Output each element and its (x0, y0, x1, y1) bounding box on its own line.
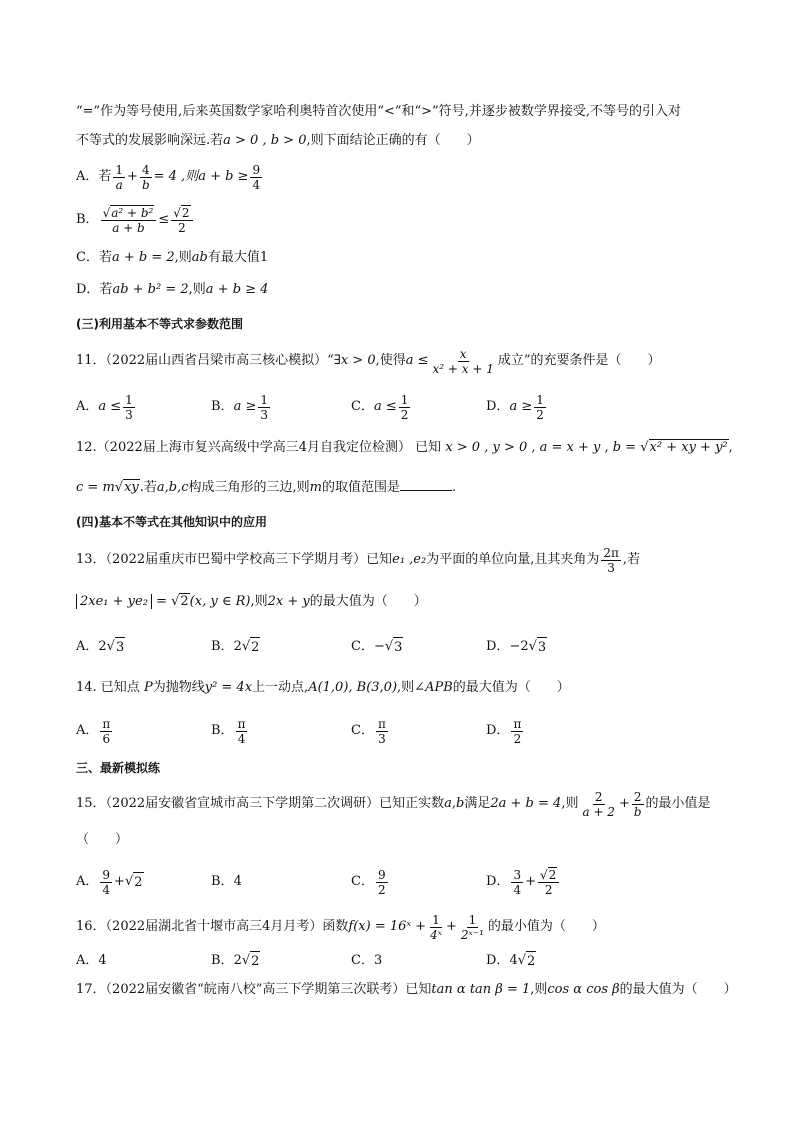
condition: ab + b² = 2 (112, 282, 189, 297)
vector-norm: 2xe₁ + ye₂ (76, 594, 152, 609)
fraction: $\frac{\text{√a² + b²}}{a + b}$ (101, 206, 157, 235)
option-a[interactable]: A． $\frac{9}{4}$ + √ 2 (76, 867, 143, 897)
frac-den: 2 (178, 220, 186, 235)
frac-num: x (459, 346, 467, 361)
option-label: D． (486, 639, 510, 654)
option-label: D．若 (76, 282, 113, 297)
text: = (156, 594, 167, 609)
q15-stem (76, 786, 734, 822)
angle: ∠APB (414, 680, 453, 695)
inequality: a ≤ (405, 353, 429, 368)
frac-den: 2 (400, 407, 409, 422)
text: 满足 (464, 796, 491, 811)
le-sign: ≤ (158, 212, 170, 227)
fraction (428, 913, 444, 942)
q16-stem (76, 910, 734, 944)
expression: cos α cos β (547, 982, 620, 997)
option-c[interactable]: C． − √ 3 (351, 636, 403, 658)
option-a[interactable]: A． 2 √ 3 (76, 636, 125, 658)
radicand: 3 (115, 637, 125, 658)
radicand: 2 (133, 872, 143, 893)
fraction (376, 717, 388, 746)
question-prefix: 16．（2022届湖北省十堰市高三4月月考）函数 (76, 919, 349, 934)
frac-den: 4ˣ (430, 927, 442, 942)
vectors: e₁ ,e₂ (392, 552, 427, 567)
frac-den: b (141, 177, 150, 192)
frac-num: 1 (432, 912, 440, 927)
equation: = 4 ,则 (153, 169, 199, 184)
text: ,则 (250, 594, 268, 609)
q10-line2-suffix: ,则下面结论正确的有（ ） (306, 133, 480, 148)
plus-sign: + (127, 169, 138, 184)
q15-paren: （ ） (76, 832, 129, 847)
frac-num: π (513, 716, 522, 731)
frac-num: 9 (377, 867, 386, 882)
q13-line1 (76, 542, 734, 578)
frac-den: 6 (102, 731, 111, 746)
option-label: B． (211, 639, 234, 654)
frac-num: π (377, 716, 386, 731)
frac-den: 2 (536, 407, 544, 422)
option-value: 4 (233, 874, 242, 889)
q10-option-b (76, 200, 734, 240)
points: A(1,0), B(3,0) (308, 680, 398, 695)
text: ,使得 (375, 353, 406, 368)
condition: 2a + b = 4 (490, 796, 562, 811)
frac-den: a + 2 (582, 804, 615, 819)
q12-line1: 12.（2022届上海市复兴高级中学高三4月自我定位检测） 已知 x > 0 , y > 0 , a = x + y , b = √x² + xy + y², (76, 440, 733, 455)
option-label: D． (486, 399, 510, 414)
text: , (728, 440, 733, 455)
plus-sign: + (445, 919, 457, 934)
q12-line2: c = m√xy.若a,b,c构成三角形的三边,则m的取值范围是 . (76, 476, 734, 498)
text: . (452, 480, 457, 495)
option-d[interactable] (486, 714, 525, 748)
fraction (113, 163, 125, 192)
condition: tan α tan β = 1 (431, 982, 531, 997)
fraction (431, 347, 496, 376)
option-d[interactable]: D． 4 √ 2 (486, 950, 536, 972)
option-b[interactable] (211, 390, 272, 424)
text: 有最大值1 (207, 250, 269, 265)
frac-den: 3 (607, 560, 615, 575)
frac-num: π (102, 716, 111, 731)
coefficient: 2 (233, 953, 242, 968)
option-label: A． (76, 874, 99, 889)
question-suffix: 成立”的充要条件是（ ） (497, 353, 661, 368)
text: 的最小值为（ ） (487, 919, 605, 934)
option-c[interactable] (351, 864, 390, 900)
text: ,则 (561, 796, 579, 811)
option-a[interactable] (76, 714, 114, 748)
question-prefix: 12.（2022届上海市复兴高级中学高三4月自我定位检测） 已知 (76, 440, 442, 455)
option-b[interactable] (211, 864, 242, 900)
text: ,则 (397, 680, 415, 695)
radicand: 2 (250, 637, 260, 658)
fraction (632, 790, 644, 819)
option-b[interactable]: B． 2 √ 2 (211, 950, 260, 972)
frac-num: 9 (252, 162, 261, 177)
text: 上一动点, (252, 680, 309, 695)
option-d[interactable]: D． −2 √ 3 (486, 636, 547, 658)
text: 的最小值是 (645, 796, 711, 811)
option-label: C． (351, 639, 374, 654)
radicand: xy (124, 480, 139, 495)
option-b[interactable] (211, 714, 249, 748)
radicand: 2 (250, 951, 260, 972)
expression: ∃x > 0 (333, 353, 376, 368)
variables: a,b (444, 796, 465, 811)
fraction (100, 868, 112, 897)
inequality: a + b ≥ (198, 169, 249, 184)
question-prefix: 17．（2022届安徽省“皖南八校”高三下学期第三次联考）已知 (76, 982, 432, 997)
expression: 2x + y (267, 594, 310, 609)
equation: y² = 4x (204, 680, 253, 695)
coefficient: 2 (233, 639, 242, 654)
fraction (511, 868, 523, 897)
fraction (258, 393, 270, 422)
expression: a + b ≥ 4 (205, 282, 269, 297)
domain: (x, y ∈ R) (189, 594, 251, 609)
plus-sign: + (525, 874, 536, 889)
fraction: $\frac{√2}{2}$ (171, 206, 192, 235)
option-c[interactable] (351, 714, 390, 748)
option-c[interactable] (351, 950, 382, 972)
text: 的取值范围是 (321, 480, 400, 495)
q10-line1: “=”作为等号使用,后来英国数学家哈利奥特首次使用“<”和“>”符号,并逐步被数学界接受,不等号的引入对 (76, 104, 681, 119)
frac-num: π (237, 716, 246, 731)
q13-line2: 2xe₁ + ye₂ = √2(x, y ∈ R),则2x + y的最大值为（ ） (76, 592, 734, 612)
inequality: a ≤ (98, 399, 122, 414)
text: 为平面的单位向量,且其夹角为 (426, 552, 600, 567)
option-label: A．若 (76, 169, 112, 184)
q10-line2-prefix: 不等式的发展影响深远.若 (76, 133, 224, 148)
text: ,若 (622, 552, 641, 567)
text: 构成三角形的三边,则 (188, 480, 310, 495)
text: ,则 (174, 250, 192, 265)
frac-den: 4 (252, 177, 261, 192)
q10-option-c (76, 248, 734, 268)
frac-num: 1 (536, 392, 544, 407)
frac-den: 2ˣ⁻¹ (460, 927, 484, 942)
plus-sign: + (114, 874, 125, 889)
answer-blank[interactable] (400, 476, 452, 491)
frac-num: 4 (141, 162, 150, 177)
function: f(x) = 16ˣ + (348, 919, 427, 934)
section-heading: (三)利用基本不等式求参数范围 (76, 317, 243, 331)
q13-options (76, 636, 736, 660)
radicand: x² + xy + y² (649, 440, 728, 455)
frac-num: 2π (603, 545, 619, 560)
option-label: C． (351, 874, 374, 889)
q10-option-d (76, 280, 734, 300)
inequality: a ≥ (509, 399, 533, 414)
variables: a,b,c (156, 480, 189, 495)
text: ,则 (530, 982, 548, 997)
option-value: 4 (98, 953, 107, 968)
fraction (399, 393, 411, 422)
point: P (143, 680, 153, 695)
q10-line2 (76, 131, 734, 151)
frac-den: 2 (377, 882, 386, 897)
option-label: C． (351, 723, 374, 738)
fraction (123, 393, 135, 422)
fraction (511, 717, 523, 746)
frac-den: 4 (237, 731, 246, 746)
option-label: A． (76, 723, 99, 738)
coefficient: − (373, 639, 385, 654)
frac-num: 1 (125, 392, 133, 407)
fraction (236, 717, 248, 746)
frac-num: 1 (115, 162, 124, 177)
frac-den: 2 (513, 731, 522, 746)
frac-num: 2 (594, 789, 603, 804)
question-prefix: 11．（2022届山西省吕梁市高三核心模拟）“ (76, 353, 334, 368)
radicand: 2 (526, 951, 536, 972)
option-label: C． (351, 953, 374, 968)
option-d[interactable] (486, 390, 548, 424)
condition: a + b = 2 (111, 250, 175, 265)
question-prefix: 13．（2022届重庆市巴蜀中学校高三下学期月考）已知 (76, 552, 393, 567)
section-heading: (四)基本不等式在其他知识中的应用 (76, 515, 267, 529)
q14-stem (76, 678, 734, 698)
fraction (534, 393, 546, 422)
option-label: B． (76, 212, 99, 227)
variable: m (309, 480, 322, 495)
option-label: B． (211, 723, 234, 738)
frac-num: 2 (633, 789, 642, 804)
q17-stem (76, 980, 737, 1000)
inequality: a ≥ (233, 399, 257, 414)
frac-den: 2 (544, 882, 553, 897)
q16-options (76, 950, 736, 974)
text: 的最大值为（ ） (619, 982, 737, 997)
fraction (100, 717, 112, 746)
frac-num: 1 (400, 392, 409, 407)
option-value: 3 (373, 953, 383, 968)
fraction (140, 163, 152, 192)
option-label: A． (76, 953, 99, 968)
text: .若 (139, 480, 157, 495)
q10-condition: a > 0 , b > 0 (223, 133, 307, 148)
expression: ab (191, 250, 208, 265)
option-label: B． (211, 953, 234, 968)
frac-num: 1 (468, 912, 477, 927)
radicand: 3 (393, 637, 403, 658)
frac-num: 3 (513, 867, 522, 882)
fraction (459, 913, 486, 942)
option-a[interactable] (76, 390, 137, 424)
q11-options (76, 390, 736, 424)
text: ,则 (188, 282, 206, 297)
fraction (250, 163, 262, 192)
option-label: D． (486, 874, 510, 889)
option-label: C．若 (76, 250, 112, 265)
option-label: C． (351, 399, 374, 414)
text: 为抛物线 (152, 680, 205, 695)
frac-den: 4 (102, 882, 111, 897)
fraction (601, 546, 621, 575)
option-label: B． (211, 874, 234, 889)
radicand: 2 (180, 594, 189, 609)
frac-den: a + b (112, 220, 145, 235)
option-d[interactable] (486, 864, 561, 900)
radicand: a² + b² (111, 205, 154, 220)
option-label: A． (76, 639, 99, 654)
frac-den: a (115, 177, 123, 192)
plus-sign: + (618, 796, 630, 811)
radicand: 2 (181, 205, 190, 220)
option-a[interactable] (76, 950, 107, 972)
radicand: 3 (537, 637, 547, 658)
option-label: D． (486, 723, 510, 738)
frac-den: 4 (513, 882, 522, 897)
frac-num: 9 (102, 867, 111, 882)
question-prefix: 14. 已知点 (76, 680, 140, 695)
q15-options (76, 864, 736, 900)
section-heading: 三、最新模拟练 (76, 761, 161, 775)
option-label: A． (76, 399, 99, 414)
text: 的最大值为（ ） (309, 594, 427, 609)
coefficient: −2 (509, 639, 529, 654)
coefficient: 4 (509, 953, 518, 968)
option-c[interactable] (351, 390, 412, 424)
conditions: x > 0 , y > 0 , a = x + y , b = (445, 440, 637, 455)
frac-den: 3 (125, 407, 133, 422)
frac-den: b (633, 804, 642, 819)
question-prefix: 15．（2022届安徽省宣城市高三下学期第二次调研）已知正实数 (76, 796, 445, 811)
frac-den: x² + x + 1 (432, 361, 494, 376)
frac-num: 1 (260, 392, 268, 407)
option-label: B． (211, 399, 234, 414)
q14-options (76, 714, 736, 748)
frac-den: 3 (260, 407, 268, 422)
option-b[interactable]: B． 2 √ 2 (211, 636, 260, 658)
fraction: $\frac{√2}{2}$ (538, 868, 559, 897)
text: 的最大值为（ ） (452, 680, 570, 695)
expression: c = m (76, 480, 115, 495)
q10-option-a (76, 160, 734, 194)
fraction (580, 790, 616, 819)
frac-den: 3 (378, 731, 386, 746)
coefficient: 2 (98, 639, 107, 654)
inequality: a ≤ (373, 399, 397, 414)
radicand: 2 (548, 867, 557, 882)
q11-stem (76, 344, 734, 378)
fraction (376, 868, 388, 897)
option-label: D． (486, 953, 510, 968)
